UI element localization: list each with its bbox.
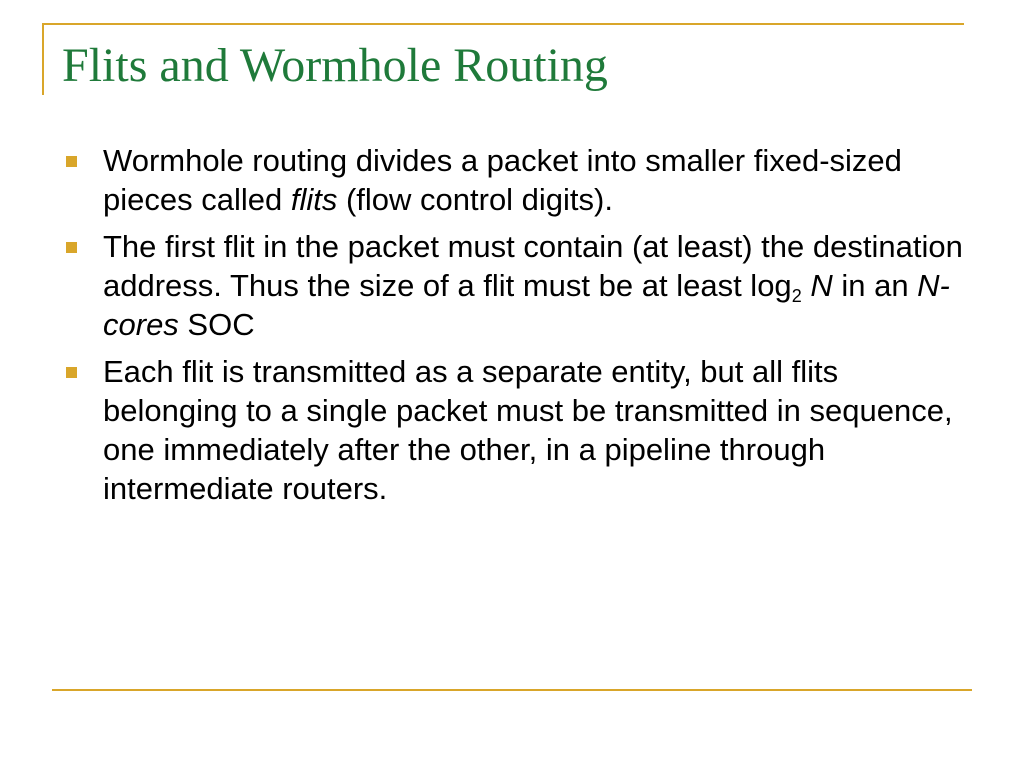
bullet-item-first-flit [66, 227, 966, 344]
square-bullet-icon [66, 367, 77, 378]
bullet-text: in an [832, 268, 918, 303]
n-cores-term: N-cores [103, 268, 950, 342]
bullet-text: The first flit in the packet must contain (at least) the destination address. Thus the size of a flit must be at least log [103, 229, 963, 303]
square-bullet-icon [66, 156, 77, 167]
bullet-item-flit-transmission [66, 352, 966, 508]
log-subscript: 2 [791, 286, 802, 306]
bullet-list [66, 141, 966, 516]
bottom-accent-line [52, 689, 972, 691]
n-variable: N [810, 268, 833, 303]
bullet-text: Each flit is transmitted as a separate entity, but all flits belonging to a single packet must be transmitted in sequence, one immediately after the other, in a pipeline through intermediate routers. [103, 354, 953, 506]
bullet-text: (flow control digits). [337, 182, 613, 217]
bullet-text: Wormhole routing divides a packet into smaller fixed-sized pieces called [103, 143, 902, 217]
flits-term: flits [290, 182, 338, 217]
slide-title: Flits and Wormhole Routing [62, 39, 608, 92]
bullet-text: SOC [178, 307, 255, 342]
bullet-item-wormhole-routing [66, 141, 966, 219]
top-accent-line [42, 23, 964, 25]
square-bullet-icon [66, 242, 77, 253]
left-accent-line [42, 23, 44, 95]
